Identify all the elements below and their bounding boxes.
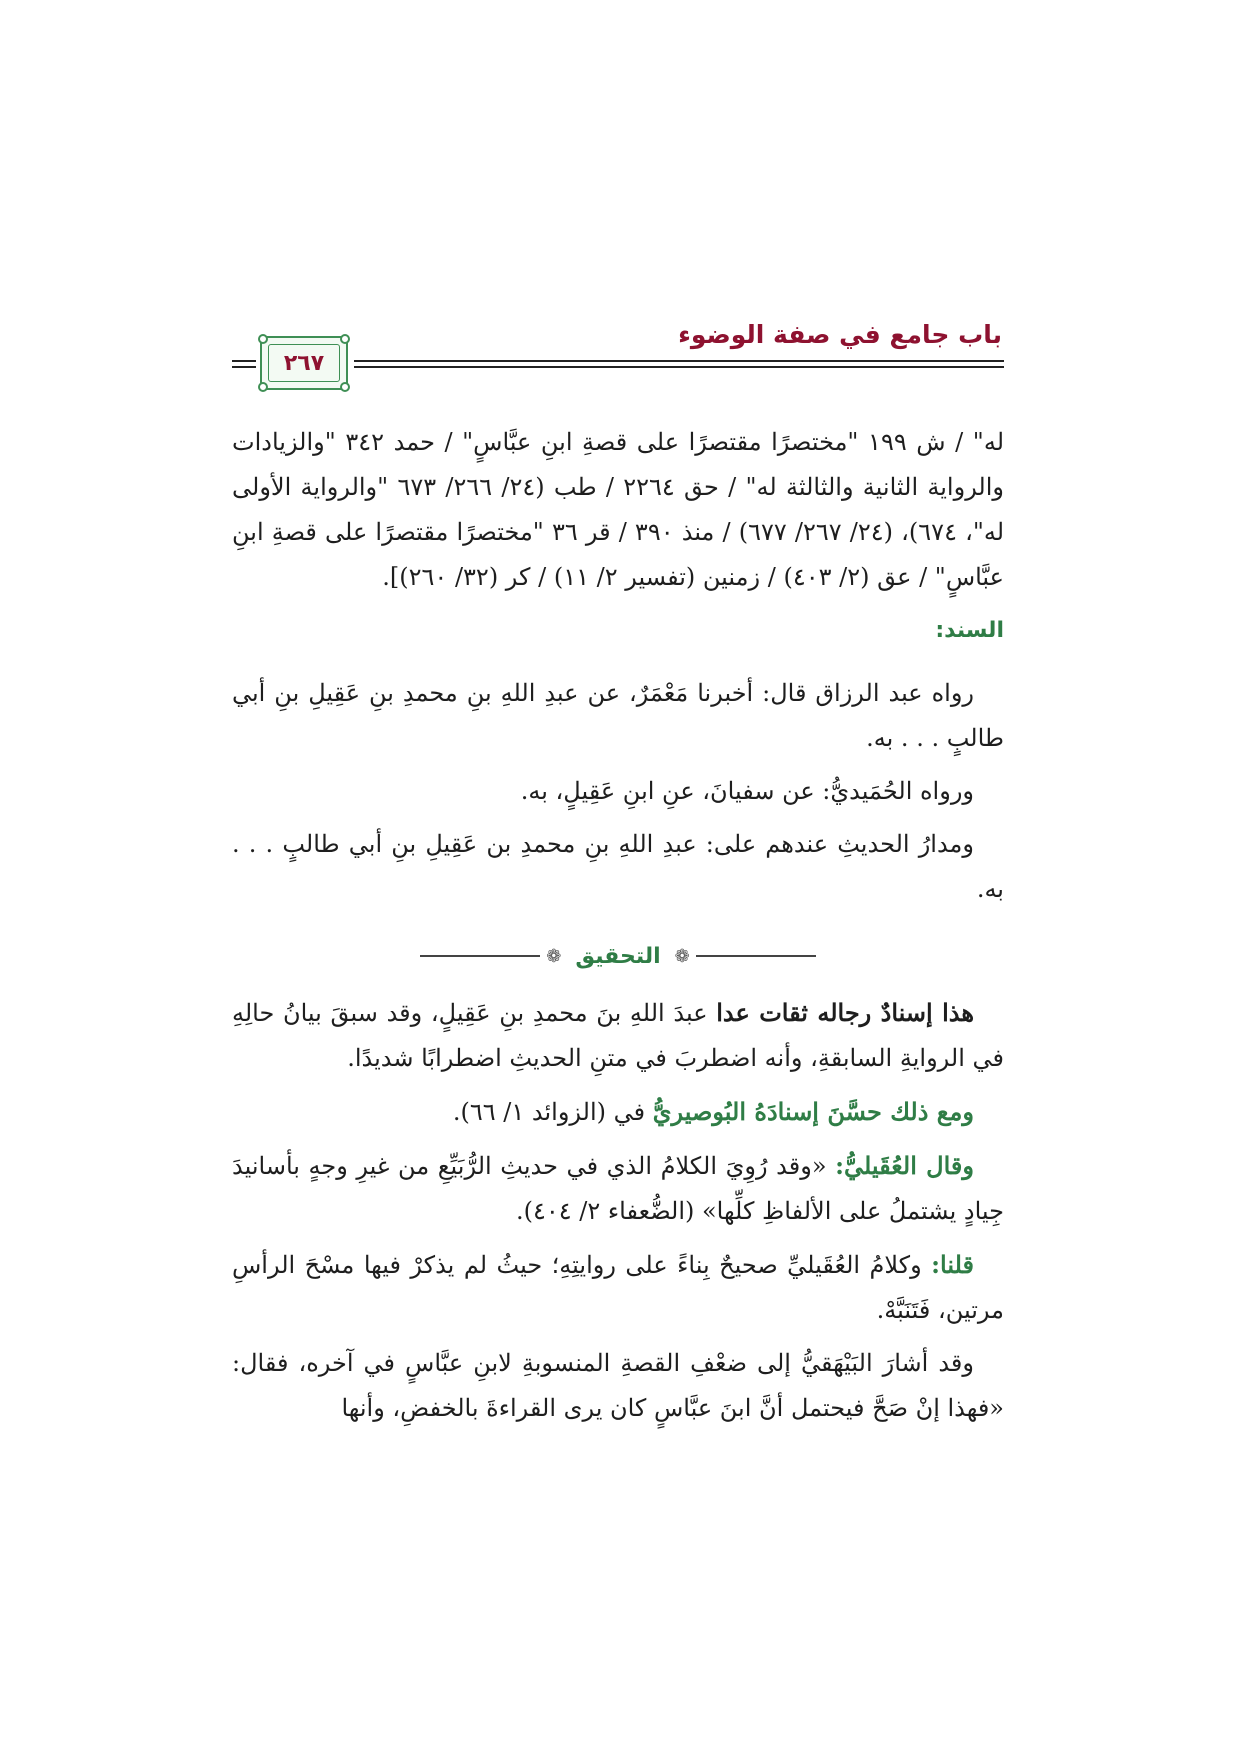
sanad-paragraph: رواه عبد الرزاق قال: أخبرنا مَعْمَرٌ، عن عبدِ اللهِ بنِ محمدِ بنِ عَقِيلِ بنِ أبي طالبٍ . . . به.	[232, 679, 1004, 752]
uqayli-text: «وقد رُوِيَ الكلامُ الذي في حديثِ الرُّبَيِّعِ من غيرِ وجهٍ بأسانيدَ جِيادٍ يشتملُ على الألفاظِ كلِّها» (الضُّعفاء ٢/ ٤٠٤).	[232, 1152, 1004, 1225]
divider-line	[420, 955, 540, 957]
page-number-frame	[260, 336, 348, 390]
tahqiq-paragraph	[232, 1242, 1004, 1333]
ornament-icon	[258, 382, 268, 392]
header-rule	[354, 366, 1004, 368]
header-rule	[232, 366, 256, 368]
divider-line	[696, 955, 816, 957]
sanad-paragraph: ورواه الحُمَيديُّ: عن سفيانَ، عنِ ابنِ عَقِيلٍ، به.	[520, 777, 974, 805]
chapter-title: باب جامع في صفة الوضوء	[678, 320, 1002, 349]
sanad-heading: السند:	[935, 618, 1004, 643]
tahqiq-paragraph	[232, 1089, 1004, 1135]
busiri-text: في (الزوائد ١/ ٦٦).	[452, 1098, 653, 1126]
section-divider	[232, 934, 1004, 978]
verdict-lead: هذا إسنادٌ رجاله ثقات عدا	[716, 998, 974, 1027]
qulna-lead: قلنا:	[931, 1250, 974, 1279]
sanad-paragraph: ومدارُ الحديثِ عندهم على: عبدِ اللهِ بنِ محمدِ بن عَقِيلِ بنِ أبي طالبٍ . . . به.	[232, 830, 1004, 903]
tahqiq-paragraph: وقد أشارَ البَيْهَقيُّ إلى ضعْفِ القصةِ المنسوبةِ لابنِ عبَّاسٍ في آخره، فقال: «فهذا إنْ صَحَّ فيحتمل أنَّ ابنَ عبَّاسٍ كان يرى القراءةَ بالخفضِ، وأنها	[232, 1349, 1004, 1422]
references-paragraph: له" / ش ١٩٩ "مختصرًا مقتصرًا على قصةِ ابنِ عبَّاسٍ" / حمد ٣٤٢ "والزيادات والرواية الثانية والثالثة له" / حق ٢٢٦٤ / طب (٢٤/ ٢٦٦/ ٦٧٣ "والرواية الأولى له"، ٦٧٤)، (٢٤/ ٢٦٧/ ٦٧٧) / منذ ٣٩٠ / قر ٣٦ "مختصرًا مقتصرًا على قصةِ ابنِ عبَّاسٍ" / عق (٢/ ٤٠٣) / زمنين (تفسير ٢/ ١١) / كر (٣٢/ ٢٦٠)].	[232, 428, 1005, 591]
header-rule	[232, 360, 256, 362]
tahqiq-paragraph	[232, 1143, 1004, 1234]
ornament-icon: ❁	[546, 945, 562, 967]
header-rule	[354, 360, 1004, 362]
page-body	[232, 420, 1004, 1439]
tahqiq-heading: التحقيق	[575, 943, 661, 969]
tahqiq-paragraph	[232, 990, 1004, 1081]
running-header	[232, 312, 1004, 412]
ornament-icon	[258, 334, 268, 344]
uqayli-lead: وقال العُقَيليُّ:	[835, 1151, 974, 1180]
busiri-lead: ومع ذلك حسَّنَ إسنادَهُ البُوصيريُّ	[652, 1097, 974, 1126]
page-number: ٢٦٧	[268, 344, 340, 382]
qulna-text: وكلامُ العُقَيليِّ صحيحٌ بِناءً على روايتِهِ؛ حيثُ لم يذكرْ فيها مسْحَ الرأسِ مرتين، فَتَنَبَّهْ.	[232, 1251, 1004, 1324]
ornament-icon	[340, 382, 350, 392]
verdict-text: عبدَ اللهِ بنَ محمدِ بنِ عَقِيلٍ، وقد سبقَ بيانُ حالِهِ في الروايةِ السابقةِ، وأنه اضطربَ في متنِ الحديثِ اضطرابًا شديدًا.	[232, 999, 1004, 1072]
ornament-icon: ❁	[674, 945, 690, 967]
ornament-icon	[340, 334, 350, 344]
